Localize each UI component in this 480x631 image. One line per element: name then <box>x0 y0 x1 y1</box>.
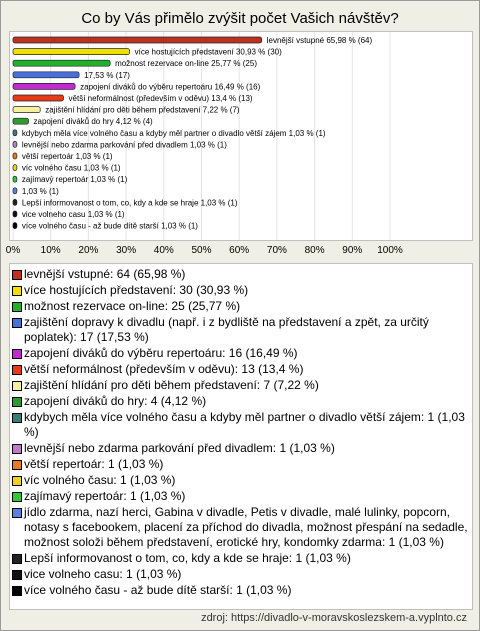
bar-label: zapojení diváků do hry 4,12 % (4) <box>33 117 153 127</box>
legend-label: víc volného času: 1 (1,03 %) <box>24 473 176 487</box>
x-tick-label: 60% <box>229 245 250 256</box>
source-note: zdroj: https://divadlo-v-moravskoslezskem-a.vyplnto.cz <box>201 612 467 624</box>
x-tick-label: 10% <box>40 245 61 256</box>
bar-label: zapojení diváků do výběru repertoáru 16,49 % (16) <box>80 82 261 92</box>
legend-item <box>10 441 472 456</box>
legend-item <box>10 410 472 440</box>
bar-label: 1,03 % (1) <box>21 186 59 196</box>
legend <box>9 263 473 610</box>
legend-swatch <box>12 586 22 596</box>
x-tick-label: 70% <box>266 245 287 256</box>
legend-item <box>10 267 472 282</box>
legend-label: více hostujících představení: 30 (30,93 %) <box>24 283 249 297</box>
bar-label: větší repertoár 1,03 % (1) <box>21 152 113 161</box>
plot-area <box>9 31 473 241</box>
chart-title: Co by Vás přimělo zvýšit počet Vašich návštěv? <box>81 10 399 27</box>
bar-label: levnější nebo zdarma parkování před divadlem 1,03 % (1) <box>21 140 227 150</box>
bar <box>13 188 17 194</box>
bar <box>13 95 64 101</box>
x-tick-label: 80% <box>304 245 325 256</box>
bar-label: vice volneho casu 1,03 % (1) <box>21 210 125 219</box>
bar <box>13 130 17 136</box>
bar <box>13 199 17 205</box>
legend-item <box>10 551 472 566</box>
legend-item <box>10 567 472 582</box>
legend-label: větší neformálnost (především v oděvu): 13 (13,4 %) <box>24 362 304 376</box>
x-tick-label: 30% <box>116 245 137 256</box>
x-tick-label: 50% <box>191 245 212 256</box>
legend-item <box>10 457 472 472</box>
bar <box>13 153 17 159</box>
x-tick-label: 40% <box>153 245 174 256</box>
legend-swatch <box>12 349 22 359</box>
bar <box>13 141 17 147</box>
bar <box>13 176 17 182</box>
bar-label: víc volného času 1,03 % (1) <box>21 163 121 173</box>
bar-label: kdybych měla více volného času a kdyby měl partner o divadlo větší zájem 1,03 % (1) <box>21 128 326 138</box>
bar <box>13 49 130 55</box>
legend-label: zapojení diváků do hry: 4 (4,12 %) <box>24 394 207 408</box>
legend-label: Lepší informovanost o tom, co, kdy a kde se hraje: 1 (1,03 %) <box>24 551 351 565</box>
x-tick-label: 20% <box>78 245 99 256</box>
x-tick-label: 90% <box>342 245 363 256</box>
legend-swatch <box>12 365 22 375</box>
legend-item <box>10 583 472 598</box>
bar-label: 17,53 % (17) <box>84 70 130 80</box>
bar <box>13 223 17 229</box>
bar-label: zajištění hlídání pro děti během představení 7,22 % (7) <box>45 105 240 115</box>
legend-item <box>10 346 472 361</box>
legend-label: zajištění dopravy k divadlu (např. i z bydliště na představení a zpět, za určitý poplatek): 17 (17,53 %) <box>24 315 429 344</box>
legend-item <box>10 489 472 504</box>
legend-label: kdybych měla více volného času a kdyby měl partner o divadlo větší zájem: 1 (1,03 %) <box>24 410 465 439</box>
bar <box>13 37 262 43</box>
legend-label: vice volneho casu: 1 (1,03 %) <box>24 567 182 581</box>
legend-item <box>10 473 472 488</box>
legend-item <box>10 315 472 345</box>
bar-label: více volného času - až bude dítě starší 1,03 % (1) <box>21 221 198 231</box>
bar <box>13 60 110 66</box>
legend-swatch <box>12 554 22 564</box>
legend-swatch <box>12 270 22 280</box>
bar-label: zajímavý repertoár 1,03 % (1) <box>21 175 128 185</box>
legend-swatch <box>12 508 22 518</box>
legend-label: levnější vstupné: 64 (65,98 %) <box>24 267 186 281</box>
bar <box>13 211 17 217</box>
legend-swatch <box>12 397 22 407</box>
bar <box>13 72 79 78</box>
legend-item <box>10 505 472 550</box>
legend-label: více volného času - až bude dítě starší: 1 (1,03 %) <box>24 583 292 597</box>
bar <box>13 165 17 171</box>
legend-swatch <box>12 286 22 296</box>
bar <box>13 107 40 113</box>
bar-label: Lepší informovanost o tom, co, kdy a kde se hraje 1,03 % (1) <box>21 198 238 208</box>
legend-item <box>10 299 472 314</box>
bar <box>13 118 29 124</box>
bar-plot-svg <box>10 32 472 240</box>
bar <box>13 83 75 89</box>
legend-item <box>10 362 472 377</box>
bar-label: možnost rezervace on-line 25,77 % (25) <box>115 59 258 69</box>
legend-swatch <box>12 413 22 423</box>
legend-item <box>10 394 472 409</box>
legend-swatch <box>12 444 22 454</box>
legend-label: větší repertoár: 1 (1,03 %) <box>24 457 164 471</box>
legend-item <box>10 378 472 393</box>
legend-label: možnost rezervace on-line: 25 (25,77 %) <box>24 299 241 313</box>
bar-label: více hostujících představení 30,93 % (30) <box>134 47 282 57</box>
legend-label: jídlo zdarma, nazí herci, Gabina v divadle, Petis v divadle, malé lulinky, popcorn, notasy s facebookem, placení za příchod do divadla, možnost přespání na sedadle, možnost soloži během představení, erotické hry, kondomky zdarma: 1 (1,03 %) <box>24 505 468 549</box>
x-tick-label: 100% <box>377 245 403 256</box>
legend-swatch <box>12 460 22 470</box>
x-tick-label: 0% <box>5 245 21 256</box>
legend-swatch <box>12 318 22 328</box>
legend-swatch <box>12 570 22 580</box>
legend-swatch <box>12 476 22 486</box>
bar-label: levnější vstupné 65,98 % (64) <box>266 36 373 45</box>
legend-swatch <box>12 492 22 502</box>
legend-label: levnější nebo zdarma parkování před divadlem: 1 (1,03 %) <box>24 441 335 455</box>
legend-label: zapojení diváků do výběru repertoáru: 16 (16,49 %) <box>24 346 298 360</box>
legend-label: zajímavý repertoár: 1 (1,03 %) <box>24 489 186 503</box>
legend-swatch <box>12 381 22 391</box>
legend-label: zajištění hlídání pro děti během představení: 7 (7,22 %) <box>24 378 319 392</box>
bar-label: větší neformálnost (především v oděvu) 13,4 % (13) <box>68 94 253 103</box>
legend-item <box>10 283 472 298</box>
legend-swatch <box>12 302 22 312</box>
